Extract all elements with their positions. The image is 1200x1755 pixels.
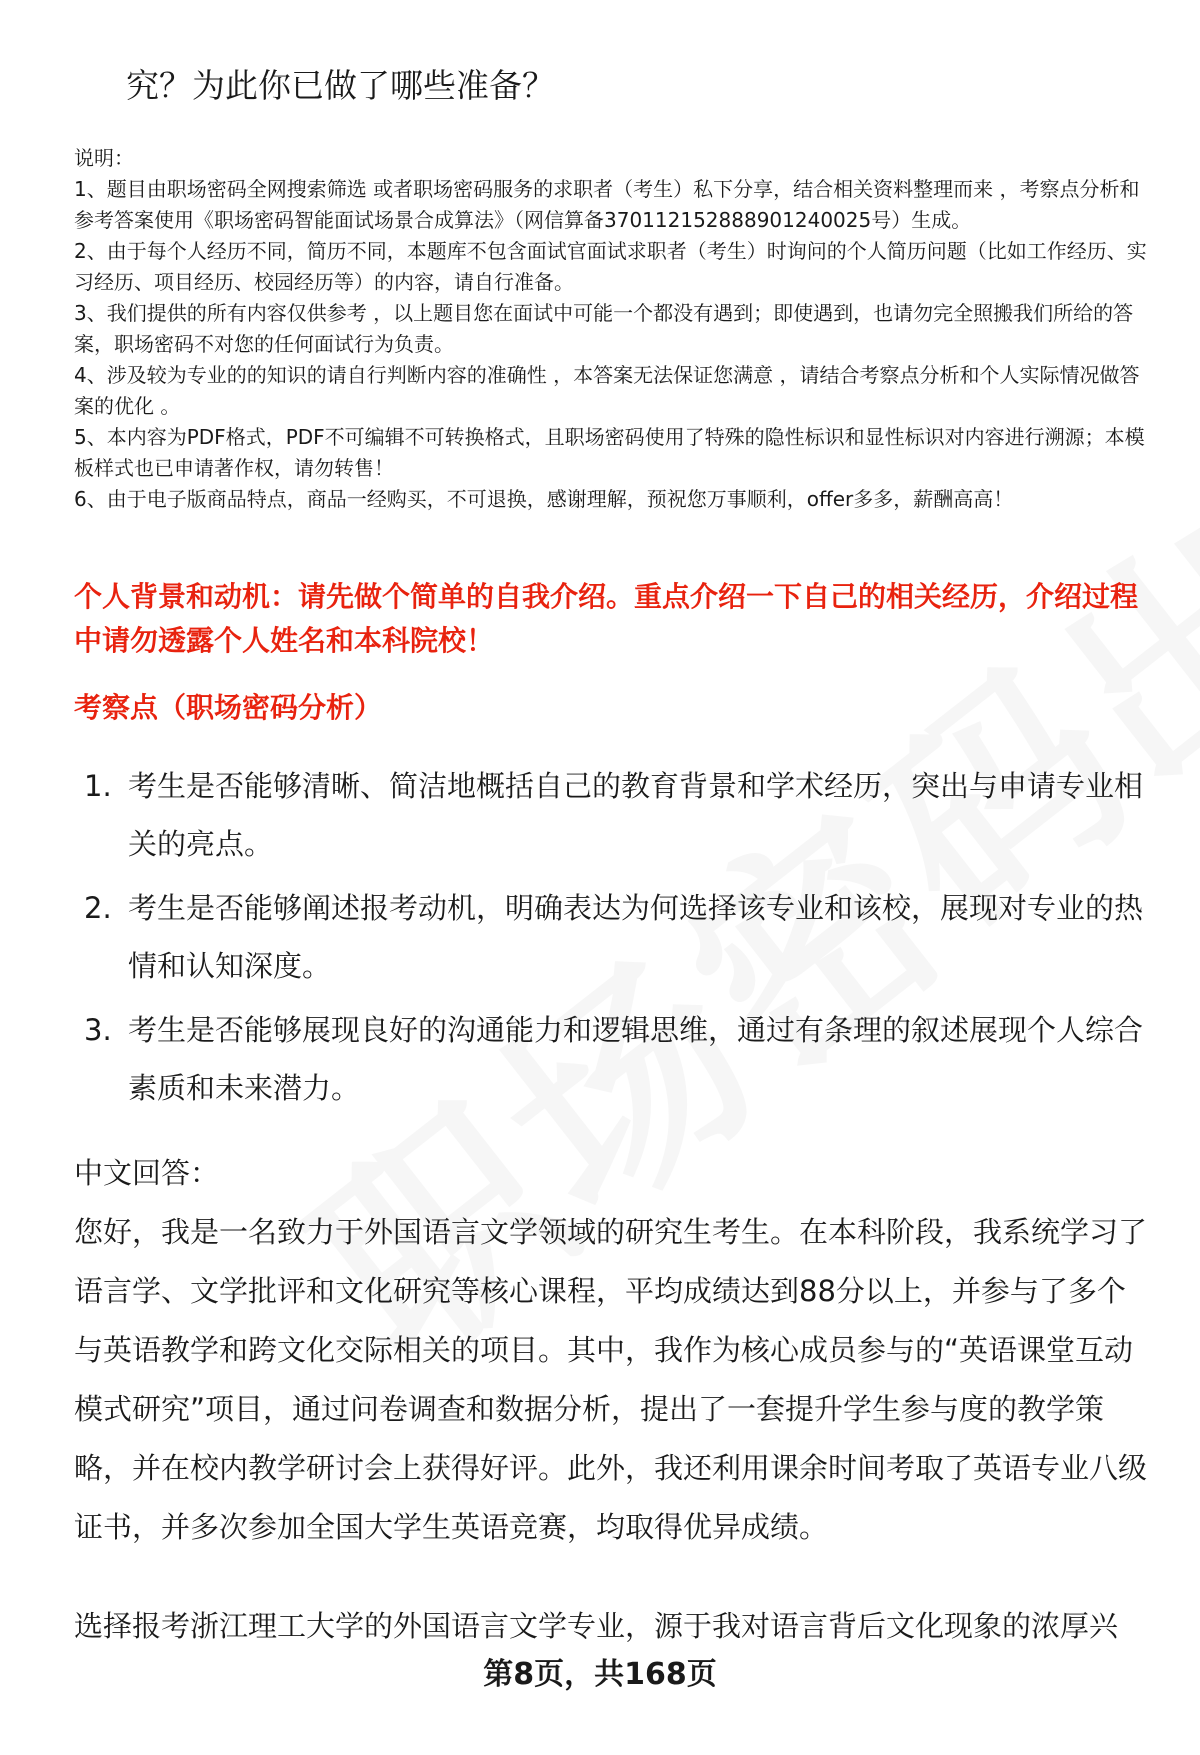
assessment-points-list (74, 757, 1154, 1123)
notes-title: 说明： (74, 146, 134, 170)
assessment-point (74, 879, 1154, 995)
note-item: 3、我们提供的所有内容仅供参考 ，以上题目您在面试中可能一个都没有遇到；即使遇到，也请勿完全照搬我们所给的答案，职场密码不对您的任何面试行为负责。 (74, 301, 1134, 356)
answer-section (74, 1144, 1154, 1656)
note-item: 2、由于每个人经历不同，简历不同，本题库不包含面试官面试求职者（考生）时询问的个人简历问题（比如工作经历、实习经历、项目经历、校园经历等）的内容，请自行准备。 (74, 239, 1147, 294)
assessment-point (74, 1001, 1154, 1117)
assessment-points-title: 考察点（职场密码分析） (74, 691, 383, 724)
note-item: 6、由于电子版商品特点，商品一经购买，不可退换，感谢理解，预祝您万事顺利，offer多多，薪酬高高！ (74, 487, 1014, 511)
point-number: 3. (84, 1013, 112, 1047)
answer-paragraph: 选择报考浙江理工大学的外国语言文学专业，源于我对语言背后文化现象的浓厚兴 (74, 1609, 1119, 1643)
note-item: 1、题目由职场密码全网搜索筛选 或者职场密码服务的求职者（考生）私下分享，结合相关资料整理而来 ，考察点分析和参考答案使用《职场密码智能面试场景合成算法》（网信算备370112152888901240025号）生成。 (74, 177, 1140, 232)
note-item: 5、本内容为PDF格式，PDF不可编辑不可转换格式，且职场密码使用了特殊的隐性标识和显性标识对内容进行溯源；本模板样式也已申请著作权，请勿转售！ (74, 425, 1145, 480)
point-number: 1. (84, 769, 112, 803)
notes-section (74, 143, 1154, 515)
answer-label: 中文回答： (74, 1156, 220, 1190)
assessment-point (74, 757, 1154, 873)
point-text: 考生是否能够展现良好的沟通能力和逻辑思维，通过有条理的叙述展现个人综合素质和未来潜力。 (128, 1013, 1144, 1105)
note-item: 4、涉及较为专业的的知识的请自行判断内容的准确性 ，本答案无法保证您满意 ，请结合考察点分析和个人实际情况做答案的优化 。 (74, 363, 1140, 418)
answer-paragraph: 您好，我是一名致力于外国语言文学领域的研究生考生。在本科阶段，我系统学习了语言学、文学批评和文化研究等核心课程，平均成绩达到88分以上，并参与了多个与英语教学和跨文化交际相关的项目。其中，我作为核心成员参与的“英语课堂互动模式研究”项目，通过问卷调查和数据分析，提出了一套提升学生参与度的教学策略，并在校内教学研讨会上获得好评。此外，我还利用课余时间考取了英语专业八级证书，并多次参加全国大学生英语竞赛，均取得优异成绩。 (74, 1215, 1148, 1544)
point-text: 考生是否能够清晰、简洁地概括自己的教育背景和学术经历，突出与申请专业相关的亮点。 (128, 769, 1144, 861)
point-text: 考生是否能够阐述报考动机，明确表达为何选择该专业和该校，展现对专业的热情和认知深度。 (128, 891, 1144, 983)
point-number: 2. (84, 891, 112, 925)
page-number: 第8页，共168页 (483, 1657, 717, 1692)
interview-question: 个人背景和动机：请先做个简单的自我介绍。重点介绍一下自己的相关经历，介绍过程中请勿透露个人姓名和本科院校！ (74, 580, 1139, 657)
question-heading-continuation: 究？为此你已做了哪些准备？ (126, 66, 555, 105)
